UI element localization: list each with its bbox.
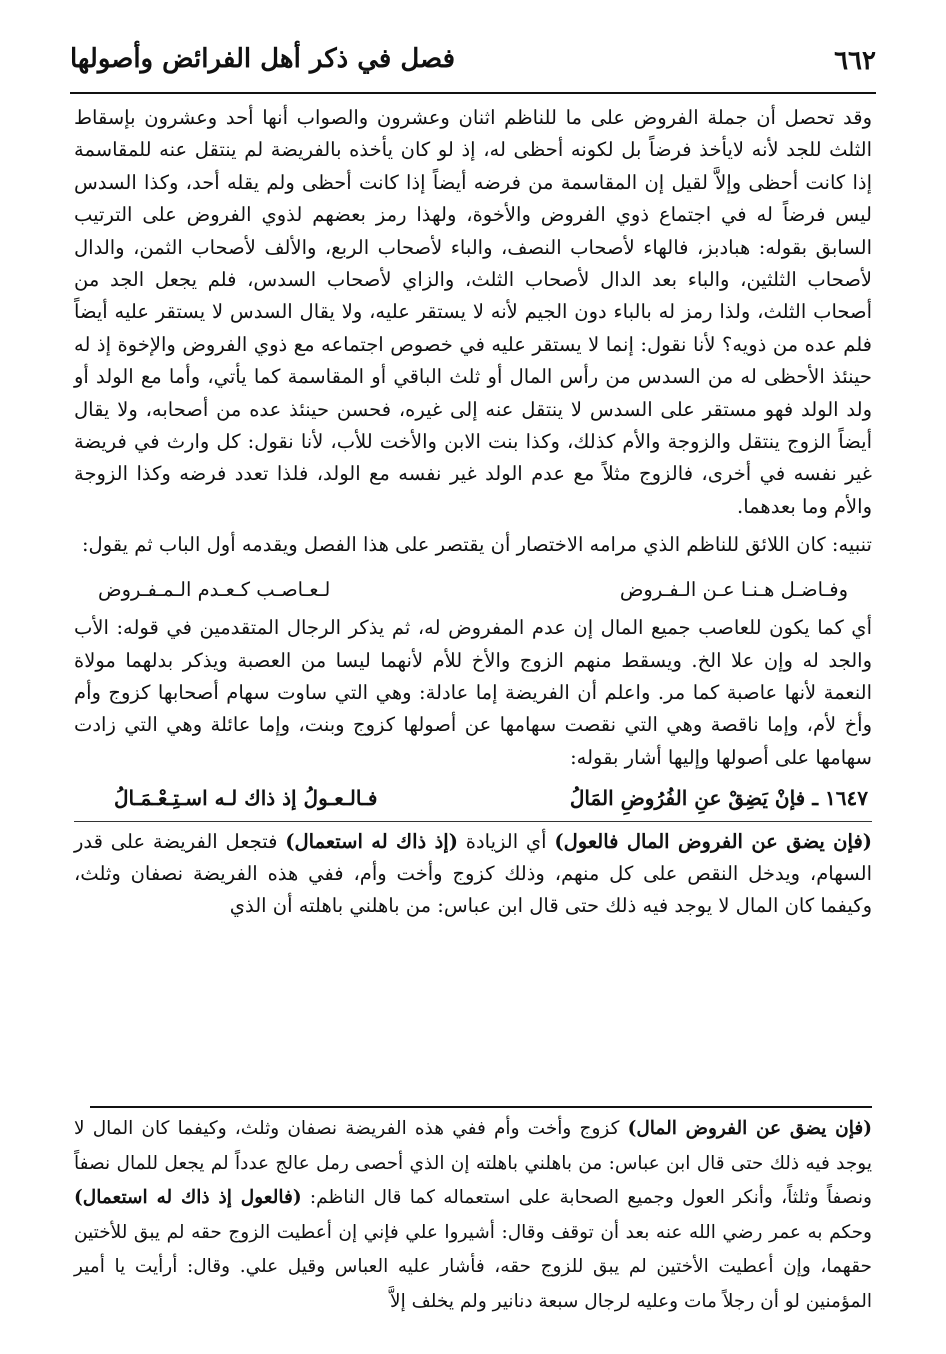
numbered-verse bbox=[74, 774, 872, 821]
footnote-paragraph bbox=[74, 1112, 872, 1319]
verse-hemistich-left: فـالـعـولُ إذ ذاك لـه اسـتِـعْـمَـالُ bbox=[114, 786, 378, 811]
paragraph: وقد تحصل أن جملة الفروض على ما للناظم اثنان وعشرون والصواب أنها أحد وعشرون بإسقاط الثلث للجد لأنه لايأخذ فرضاً بل لكونه أحظى له، إذ لو كان يأخذه بالفريضة لم ينتقل عنه للمقاسمة إذا كانت أحظى وإلاَّ لقيل إن المقاسمة من فرضه أيضاً إذا كانت أحظى ولم يقله أحد، وكذا السدس ليس فرضاً له في اجتماع ذوي الفروض والأخوة، ولهذا رمز بعضهم لذوي الفروض على الترتيب السابق بقوله: هبادبز، فالهاء لأصحاب النصف، والباء لأصحاب الربع، والألف لأصحاب الثمن، والدال لأصحاب الثلثين، والباء بعد الدال لأصحاب الثلث، والزاي لأصحاب السدس، فلم يجعل الجد من أصحاب الثلث، ولذا رمز له بالباء دون الجيم لأنه لا يستقر عليه، ولا يقال السدس لا يستقر عليه أيضاً فلم عده من ذويه؟ لأنا نقول: إنما لا يستقر عليه في خصوص اجتماعه مع ذوي الفروض والإخوة إذ له حينئذ الأحظى له من السدس من رأس المال أو ثلث الباقي أو المقاسمة كما يأتي، وأما مع الولد أو ولد الولد فهو مستقر على السدس لا ينتقل عنه إلى غيره، فحسن حينئذ عده من أصحابه، ولا يقال أيضاً الزوج ينتقل والزوجة والأم كذلك، وكذا بنت الابن والأخت للأب، لأنا نقول: كل وارث في فريضة غير نفسه في أخرى، فالزوج مثلاً مع عدم الولد غير نفسه مع الولد، فلذا تعدد فرضه وكذا الزوجة والأم وما بعدهما. bbox=[74, 106, 872, 518]
notice-paragraph: تنبيه: كان اللائق للناظم الذي مرامه الاختصار أن يقتصر على هذا الفصل ويقدمه أول الباب ثم يقول: bbox=[81, 533, 872, 557]
header-rule bbox=[70, 92, 876, 94]
verse-line bbox=[74, 562, 872, 612]
footnote-rule bbox=[90, 1106, 872, 1108]
verse-hemistich-left: لـعـاصـب كـعـدم الـمـفـروض bbox=[98, 577, 331, 601]
quoted-verse: (فالعول إذ ذاك له استعمال) bbox=[74, 1187, 302, 1208]
footnote-text: وحكم به عمر رضي الله عنه بعد أن توقف وقال: أشيروا علي فإني إن أعطيت الزوج حقه لم يبق للأختين حقهما، وإن أعطيت الأختين لم يبق للزوج حقه، فأشار عليه العباس وقيل علي. وقال: أرأيت يا أمير المؤمنين لو أن رجلاً مات وعليه لرجال سبعة دنانير ولم يخلف إلاَّ bbox=[74, 1221, 872, 1312]
running-title: فصل في ذكر أهل الفرائض وأصولها bbox=[70, 44, 456, 74]
main-text bbox=[74, 102, 872, 923]
quoted-verse: (إذ ذاك له استعمال) bbox=[285, 829, 458, 853]
commentary-text: أي الزيادة bbox=[457, 829, 555, 853]
verse-hemistich-right: ١٦٤٧ ـ فإنْ يَضِقْ عنِ الفُرُوضِ المَالُ bbox=[569, 786, 868, 811]
footnote-text: كزوج وأخت وأم ففي هذه الفريضة نصفان وثلث، وكيفما كان المال لا يوجد فيه ذلك حتى قال ابن عباس: من باهلني باهلته إن الذي أحصى رمل عالج عدداً لم يجعل للمال نصفاً ونصفاً وثلثاً، وأنكر العول وجميع الصحابة على استعماله كما قال الناظم: bbox=[74, 1118, 872, 1208]
page-header bbox=[70, 40, 876, 84]
footnote bbox=[74, 1112, 872, 1319]
page-number: ٦٦٢ bbox=[834, 46, 876, 76]
commentary-paragraph bbox=[74, 826, 872, 923]
commentary-text: فتجعل الفريضة على قدر السهام، ويدخل النقص على كل منهم، وذلك كزوج وأخت وأم، ففي هذه الفريضة نصفان وثلث، وكيفما كان المال لا يوجد فيه ذلك حتى قال ابن عباس: من باهلني باهلته أن الذي bbox=[74, 829, 872, 918]
quoted-verse: (فإن يضق عن الفروض المال) bbox=[627, 1118, 872, 1139]
paragraph: أي كما يكون للعاصب جميع المال إن عدم المفروض له، ثم يذكر الرجال المتقدمين في قوله: الأب والجد له وإن علا الخ. ويسقط منهم الزوج والأخ للأم لأنهما ليسا من العصبة ويذكر بدلهما مولاة النعمة لأنها عاصبة كما مر. واعلم أن الفريضة إما عادلة: وهي التي ساوت سهام أصحابها كزوج وأم وأخ لأم، وإما ناقصة وهي التي نقصت سهامها عن أصولها كزوج وبنت، وإما عائلة وهي التي زادت سهامها على أصولها وإليها أشار بقوله: bbox=[74, 616, 872, 769]
quoted-verse: (فإن يضق عن الفروض المال فالعول) bbox=[554, 829, 872, 853]
verse-hemistich-right: وفـاضـل هـنـا عـن الـفـروض bbox=[619, 577, 848, 601]
